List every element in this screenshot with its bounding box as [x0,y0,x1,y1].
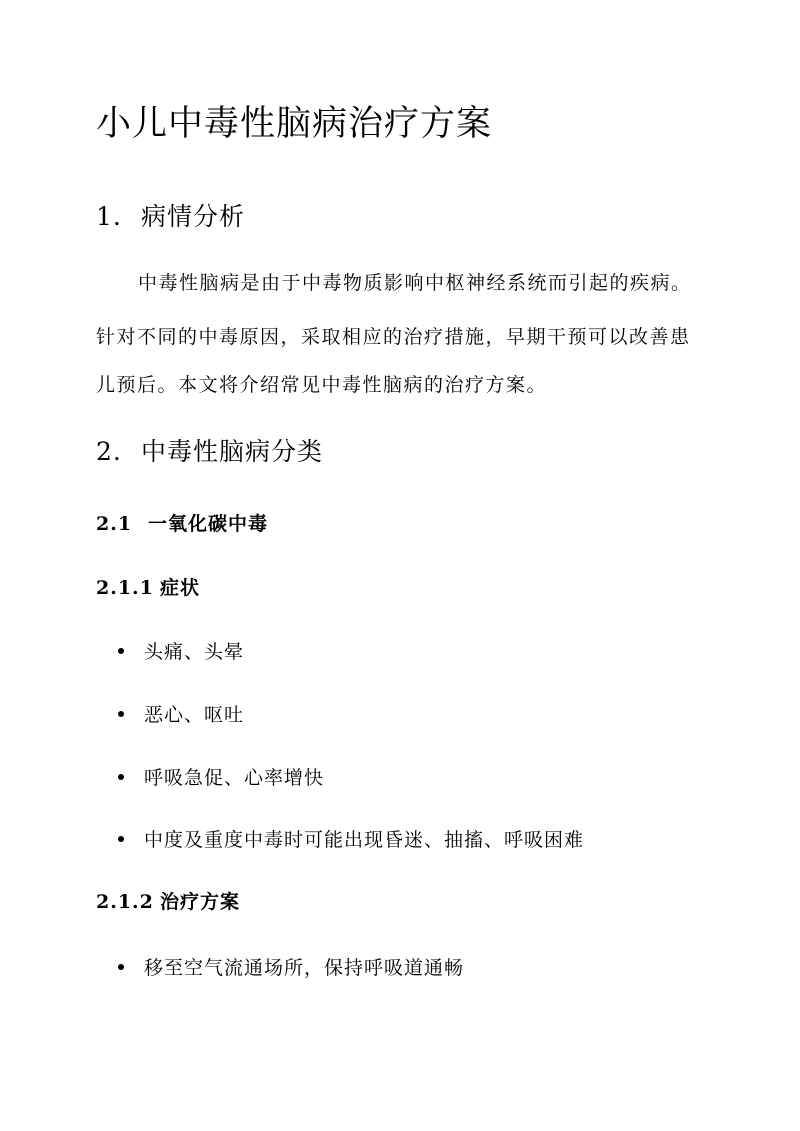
list-item-text: 恶心、呕吐 [144,704,245,726]
bullet-icon [118,648,124,654]
document-title: 小儿中毒性脑病治疗方案 [96,104,493,144]
list-item [118,637,244,664]
list-item [118,700,244,727]
paragraph-line: 儿预后。本文将介绍常见中毒性脑病的治疗方案。 [96,374,548,396]
list-item [118,825,584,852]
bullet-icon [118,711,124,717]
list-item-text: 中度及重度中毒时可能出现昏迷、抽搐、呼吸困难 [144,829,585,851]
subsection-number: 2.1.2 [96,891,154,913]
subsection-title: 治疗方案 [160,891,241,913]
list-item [118,953,464,980]
section-title: 病情分析 [141,202,246,231]
subsection-title: 一氧化碳中毒 [148,513,269,535]
bullet-icon [118,964,124,970]
section-heading-1 [96,197,245,233]
subsection-title: 症状 [160,577,201,599]
subsection-heading-2-1-2 [96,887,240,914]
subsection-number: 2.1.1 [96,577,154,599]
list-item-text: 呼吸急促、心率增快 [144,767,325,789]
section-title: 中毒性脑病分类 [141,437,324,466]
bullet-icon [118,836,124,842]
bullet-icon [118,774,124,780]
subsection-number: 2.1 [96,513,133,535]
section-heading-2 [96,432,323,468]
list-item-text: 头痛、头晕 [144,641,245,663]
section-number: 1. [96,202,122,231]
subsection-heading-2-1-1 [96,573,200,600]
subsection-heading-2-1 [96,509,268,536]
paragraph-line: 针对不同的中毒原因，采取相应的治疗措施，早期干预可以改善患 [96,326,691,348]
list-item [118,763,324,790]
section-number: 2. [96,437,122,466]
list-item-text: 移至空气流通场所，保持呼吸道通畅 [144,957,465,979]
paragraph-line: 中毒性脑病是由于中毒物质影响中枢神经系统而引起的疾病。 [138,272,692,294]
